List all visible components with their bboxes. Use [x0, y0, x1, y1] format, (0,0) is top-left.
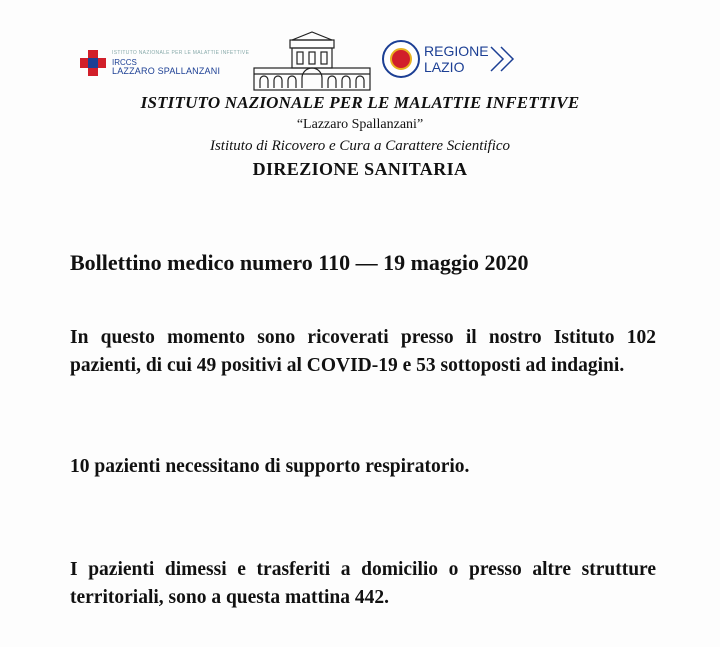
bulletin-paragraph-admitted: In questo momento sono ricoverati presso il nostro Istituto 102 pazienti, di cui 49 positivi al COVID-19 e 53 sottoposti ad indagini. — [70, 327, 656, 376]
institute-quoted-name: “Lazzaro Spallanzani” — [296, 117, 424, 132]
bulletin-title: Bollettino medico numero 110 — 19 maggio 2020 — [70, 250, 529, 275]
red-cross-icon — [80, 50, 106, 76]
logo-spallanzani: LAZZARO SPALLANZANI — [112, 65, 221, 76]
bulletin-paragraph-respiratory: 10 pazienti necessitano di supporto respiratorio. — [70, 456, 470, 477]
institute-name: ISTITUTO NAZIONALE PER LE MALATTIE INFETTIVE — [140, 93, 580, 112]
logos-row — [0, 30, 720, 92]
letterhead — [0, 92, 720, 181]
regione-emblem-icon — [382, 40, 420, 78]
regione-label: REGIONE — [424, 43, 489, 59]
direction-title: DIREZIONE SANITARIA — [252, 159, 468, 179]
building-icon — [252, 30, 372, 92]
bulletin-paragraph-discharged: I pazienti dimessi e trasferiti a domicilio o presso altre strutture territoriali, sono a questa mattina 442. — [70, 559, 656, 608]
spallanzani-logo — [80, 50, 249, 76]
logo-small-text: ISTITUTO NAZIONALE PER LE MALATTIE INFETTIVE — [112, 49, 250, 56]
institute-subtitle: Istituto di Ricovero e Cura a Carattere Scientifico — [209, 138, 511, 154]
regione-chevron-icon — [489, 41, 519, 77]
lazio-label: LAZIO — [424, 59, 465, 75]
regione-lazio-logo — [382, 40, 519, 78]
logo-irccs: IRCCS — [112, 57, 137, 67]
